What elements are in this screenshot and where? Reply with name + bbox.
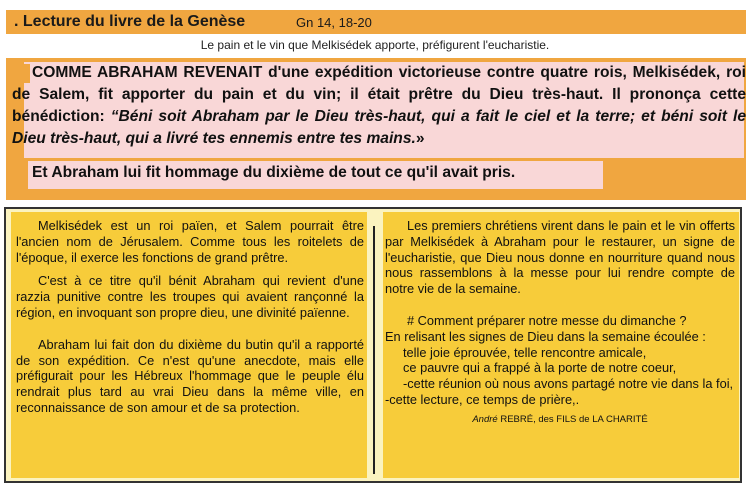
author-signature — [385, 412, 735, 428]
commentary-left-text — [16, 218, 364, 416]
commentary-paragraph: C'est à ce titre qu'il bénit Abraham qui revient d'une razzia punitive contre les troupes qui avaient rançonné la région, en invoquant son propre dieu, une divinité païenne. — [16, 273, 364, 320]
commentary-paragraph: Melkisédek est un roi païen, et Salem pourrait être l'ancien nom de Jérusalem. Comme tous les roitelets de l'époque, il exerce les fonctions de grand prêtre. — [16, 218, 364, 265]
meditation-item: -cette réunion où nous avons partagé notre vie dans la foi, -cette lecture, ce temps de prière,. — [385, 376, 734, 407]
subtitle: Le pain et le vin que Melkisédek apporte, préfigurent l'eucharistie. — [200, 38, 550, 52]
meditation-item: telle joie éprouvée, telle rencontre amicale, — [403, 344, 647, 360]
commentary-paragraph: Abraham lui fait don du dixième du butin qu'il a rapporté de son expédition. Ce n'est qu'une anecdote, mais elle préfigurait pour les Hébreux l'hommage que le peuple élu rendrait plus tard au vrai Dieu dans la même ville, en reconnaissance de son amour et de sa protection. — [16, 336, 364, 415]
commentary-right-text — [385, 218, 735, 428]
author-rest: REBRÉ, des FILS de LA CHARITÉ — [500, 413, 648, 425]
column-divider — [373, 226, 375, 474]
meditation-question: # Comment préparer notre messe du dimanche ? — [407, 312, 687, 328]
reading-text — [12, 62, 746, 150]
author-first-name: André — [472, 413, 498, 425]
commentary-paragraph: Les premiers chrétiens virent dans le pain et le vin offerts par Melkisédek à Abraham pour le restaurer, un signe de l'eucharistie, que Dieu nous donne en nourriture quand nous nous rassemblons à la messe pour lui rendre compte de notre vie de la semaine. — [385, 218, 735, 297]
header-bar — [6, 10, 746, 34]
reading-title: . Lecture du livre de la Genèse — [14, 13, 246, 30]
meditation-intro: En relisant les signes de Dieu dans la semaine écoulée : — [385, 328, 706, 344]
reading-quote-end: » — [415, 130, 425, 147]
reading-last-line: Et Abraham lui fit hommage du dixième de tout ce qu'il avait pris. — [32, 164, 516, 181]
reading-quote: “Béni soit Abraham par le Dieu très-haut, qui a fait le ciel et la terre; et béni soit le Dieu très-haut, qui a livré tes ennemis entre tes mains. — [12, 108, 746, 147]
meditation-item: ce pauvre qui a frappé à la porte de notre coeur, — [403, 360, 677, 376]
scripture-reference: Gn 14, 18-20 — [296, 15, 372, 30]
reading-body: d'une expédition victorieuse contre quatre rois, Melkisédek, roi de Salem, fit apporter du pain et du vin; il était prêtre du Dieu très-haut. Il prononça cette bénédiction: — [12, 64, 746, 125]
reading-lead: COMME ABRAHAM REVENAIT — [32, 64, 263, 81]
